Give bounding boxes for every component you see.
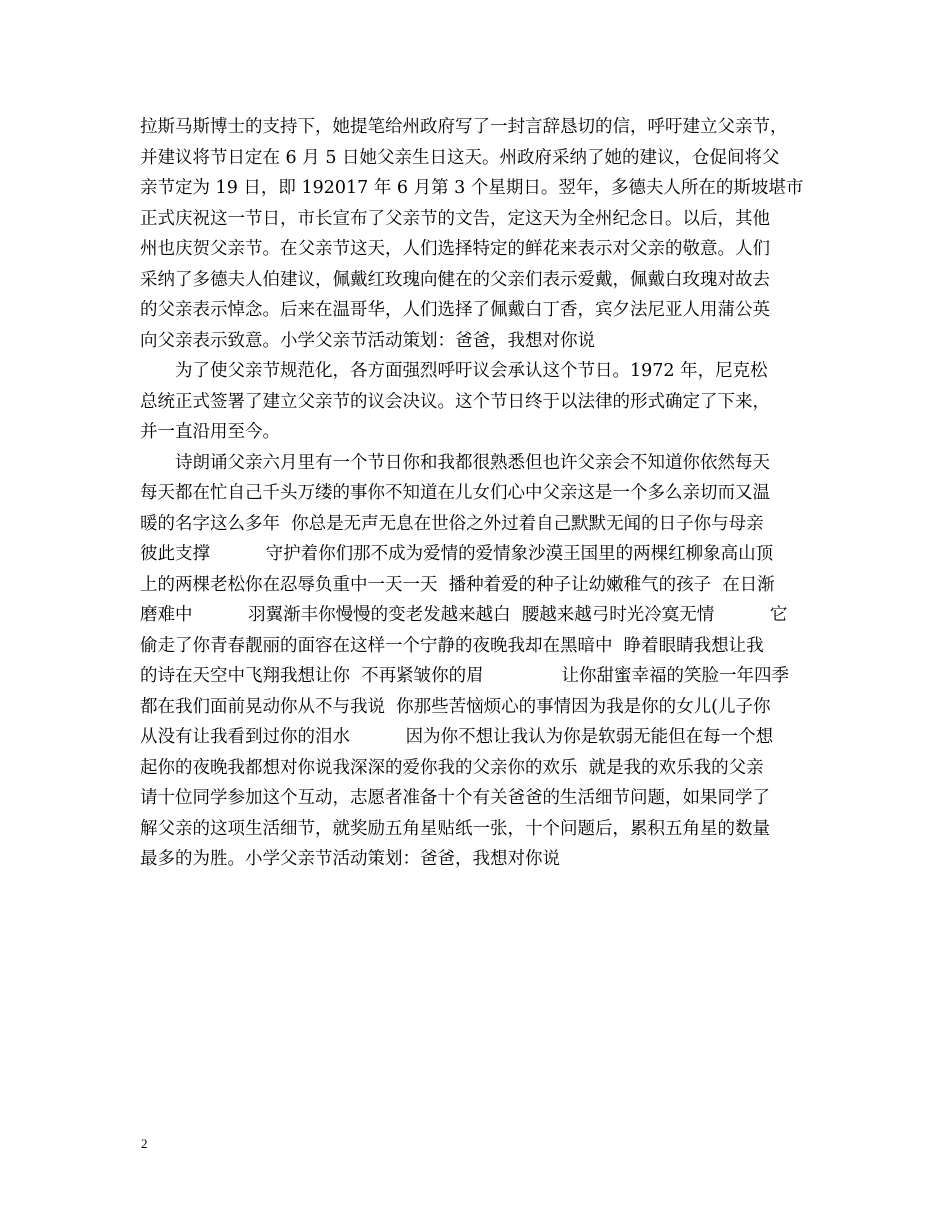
text-line: 总统正式签署了建立父亲节的议会决议。这个节日终于以法律的形式确定了下来， xyxy=(140,391,770,412)
text-line: 彼此支撑 守护着你们那不成为爱情的爱情象沙漠王国里的两棵红柳象高山顶 xyxy=(140,544,774,564)
text-line: 起你的夜晚我都想对你说我深深的爱你我的父亲你的欢乐 就是我的欢乐我的父亲 xyxy=(140,757,764,778)
text-line: 上的两棵老松你在忍辱负重中一天一天 播种着爱的种子让幼嫩稚气的孩子 在日渐 xyxy=(140,574,775,595)
text-line: 暖的名字这么多年 你总是无声无息在世俗之外过着自己默默无闻的日子你与母亲 xyxy=(140,513,764,534)
text-line: 向父亲表示致意。小学父亲节活动策划：爸爸，我想对你说 xyxy=(140,330,595,351)
page-number: 2 xyxy=(141,1136,148,1151)
text-line: 并一直沿用至今。 xyxy=(140,422,280,442)
text-line: 每天都在忙自己千头万缕的事你不知道在儿女们心中父亲这是一个多么亲切而又温 xyxy=(140,483,770,503)
text-line: 为了使父亲节规范化，各方面强烈呼吁议会承认这个节日。1972 年，尼克松 xyxy=(175,361,768,381)
text-line: 最多的为胜。小学父亲节活动策划：爸爸，我想对你说 xyxy=(140,849,560,869)
text-line: 的父亲表示悼念。后来在温哥华，人们选择了佩戴白丁香，宾夕法尼亚人用蒲公英 xyxy=(140,300,770,320)
text-line: 从没有让我看到过你的泪水 因为你不想让我认为你是软弱无能但在每一个想 xyxy=(140,727,774,747)
text-line: 都在我们面前晃动你从不与我说 你那些苦恼烦心的事情因为我是你的女儿(儿子你 xyxy=(140,696,771,717)
text-line: 并建议将节日定在 6 月 5 日她父亲生日这天。州政府采纳了她的建议，仓促间将父 xyxy=(140,147,780,168)
text-line: 磨难中 羽翼渐丰你慢慢的变老发越来越白 腰越来越弓时光冷寞无情 它 xyxy=(140,605,788,625)
text-line: 偷走了你青春靓丽的面容在这样一个宁静的夜晚我却在黑暗中 睁着眼睛我想让我 xyxy=(140,635,764,656)
text-line: 诗朗诵父亲六月里有一个节日你和我都很熟悉但也许父亲会不知道你依然每天 xyxy=(175,452,770,473)
text-line: 正式庆祝这一节日，市长宣布了父亲节的文告，定这天为全州纪念日。以后，其他 xyxy=(140,208,770,229)
text-line: 州也庆贺父亲节。在父亲节这天，人们选择特定的鲜花来表示对父亲的敬意。人们 xyxy=(140,239,770,259)
text-line: 请十位同学参加这个互动，志愿者准备十个有关爸爸的生活细节问题，如果同学了 xyxy=(140,788,770,808)
text-line: 解父亲的这项生活细节，就奖励五角星贴纸一张，十个问题后，累积五角星的数量 xyxy=(140,818,770,839)
body-text xyxy=(140,112,820,875)
text-line: 亲节定为 19 日，即 192017 年 6 月第 3 个星期日。翌年，多德夫人所在的斯坡堪市 xyxy=(140,178,804,198)
text-line: 采纳了多德夫人伯建议，佩戴红玫瑰向健在的父亲们表示爱戴，佩戴白玫瑰对故去 xyxy=(140,269,770,290)
text-line: 的诗在天空中飞翔我想让你 不再紧皱你的眉 让你甜蜜幸福的笑脸一年四季 xyxy=(140,666,790,686)
text-line: 拉斯马斯博士的支持下，她提笔给州政府写了一封言辞恳切的信，呼吁建立父亲节， xyxy=(140,117,788,137)
